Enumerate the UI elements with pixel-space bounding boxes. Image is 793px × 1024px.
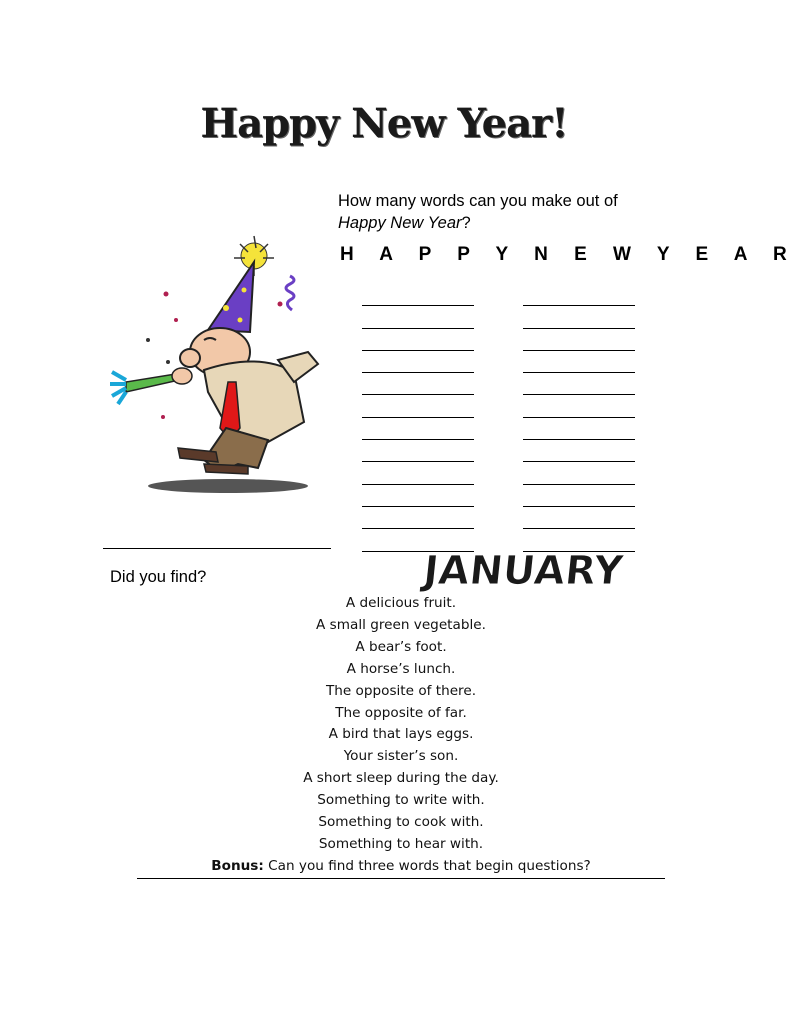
answer-blank[interactable] bbox=[523, 373, 635, 395]
january-logo bbox=[421, 544, 626, 594]
answer-blank[interactable] bbox=[523, 351, 635, 373]
clue-item: A bird that lays eggs. bbox=[328, 726, 474, 743]
did-you-find-heading: Did you find? bbox=[110, 568, 207, 586]
intro-phrase: Happy New Year bbox=[338, 214, 462, 232]
answer-blank[interactable] bbox=[523, 507, 635, 529]
clue-item: The opposite of there. bbox=[325, 682, 477, 699]
intro-question-mark: ? bbox=[461, 214, 471, 232]
clue-item: A small green vegetable. bbox=[316, 616, 486, 633]
clue-item: A bear’s foot. bbox=[355, 638, 447, 655]
intro-question bbox=[338, 190, 668, 234]
answer-blank[interactable] bbox=[362, 351, 474, 373]
intro-question-text: How many words can you make out of bbox=[338, 192, 618, 210]
answer-blank[interactable] bbox=[362, 284, 474, 306]
answer-column-right bbox=[523, 284, 635, 552]
answer-blank[interactable] bbox=[523, 395, 635, 417]
party-man-illustration bbox=[108, 232, 328, 502]
bonus-question bbox=[137, 856, 665, 878]
answer-blank[interactable] bbox=[523, 306, 635, 328]
answer-blank[interactable] bbox=[362, 373, 474, 395]
clue-item: The opposite of far. bbox=[335, 704, 467, 721]
bonus-text: Can you find three words that begin questions? bbox=[263, 857, 591, 874]
bottom-divider bbox=[137, 878, 665, 879]
answer-blank[interactable] bbox=[362, 507, 474, 529]
clue-item: A horse’s lunch. bbox=[346, 660, 456, 677]
january-logo-text: JANUARY bbox=[421, 548, 626, 594]
clue-list bbox=[137, 593, 665, 878]
clue-item: A short sleep during the day. bbox=[303, 770, 499, 787]
page-title: Happy New Year! bbox=[200, 100, 568, 147]
answer-blank[interactable] bbox=[362, 306, 474, 328]
answer-blank[interactable] bbox=[362, 395, 474, 417]
answer-blank[interactable] bbox=[362, 462, 474, 484]
answer-blank[interactable] bbox=[523, 462, 635, 484]
answer-blank[interactable] bbox=[362, 418, 474, 440]
clue-item: Something to cook with. bbox=[318, 814, 484, 831]
clue-item: Something to hear with. bbox=[318, 835, 484, 852]
answer-blank[interactable] bbox=[523, 418, 635, 440]
letter-bank: H A P P Y N E W Y E A R bbox=[340, 244, 793, 265]
bonus-label: Bonus: bbox=[211, 857, 264, 874]
party-hat-icon bbox=[208, 262, 254, 332]
answer-blank[interactable] bbox=[523, 485, 635, 507]
answer-column-left bbox=[362, 284, 474, 552]
answer-blank[interactable] bbox=[362, 329, 474, 351]
answer-blank[interactable] bbox=[523, 329, 635, 351]
answer-blank[interactable] bbox=[362, 440, 474, 462]
clue-item: A delicious fruit. bbox=[345, 595, 457, 611]
answer-blank[interactable] bbox=[523, 440, 635, 462]
answer-blank[interactable] bbox=[362, 485, 474, 507]
clue-item: Something to write with. bbox=[317, 792, 485, 809]
answer-blank[interactable] bbox=[523, 284, 635, 306]
ground-shadow bbox=[148, 479, 308, 493]
section-divider bbox=[103, 548, 331, 549]
clue-item: Your sister’s son. bbox=[343, 748, 459, 765]
